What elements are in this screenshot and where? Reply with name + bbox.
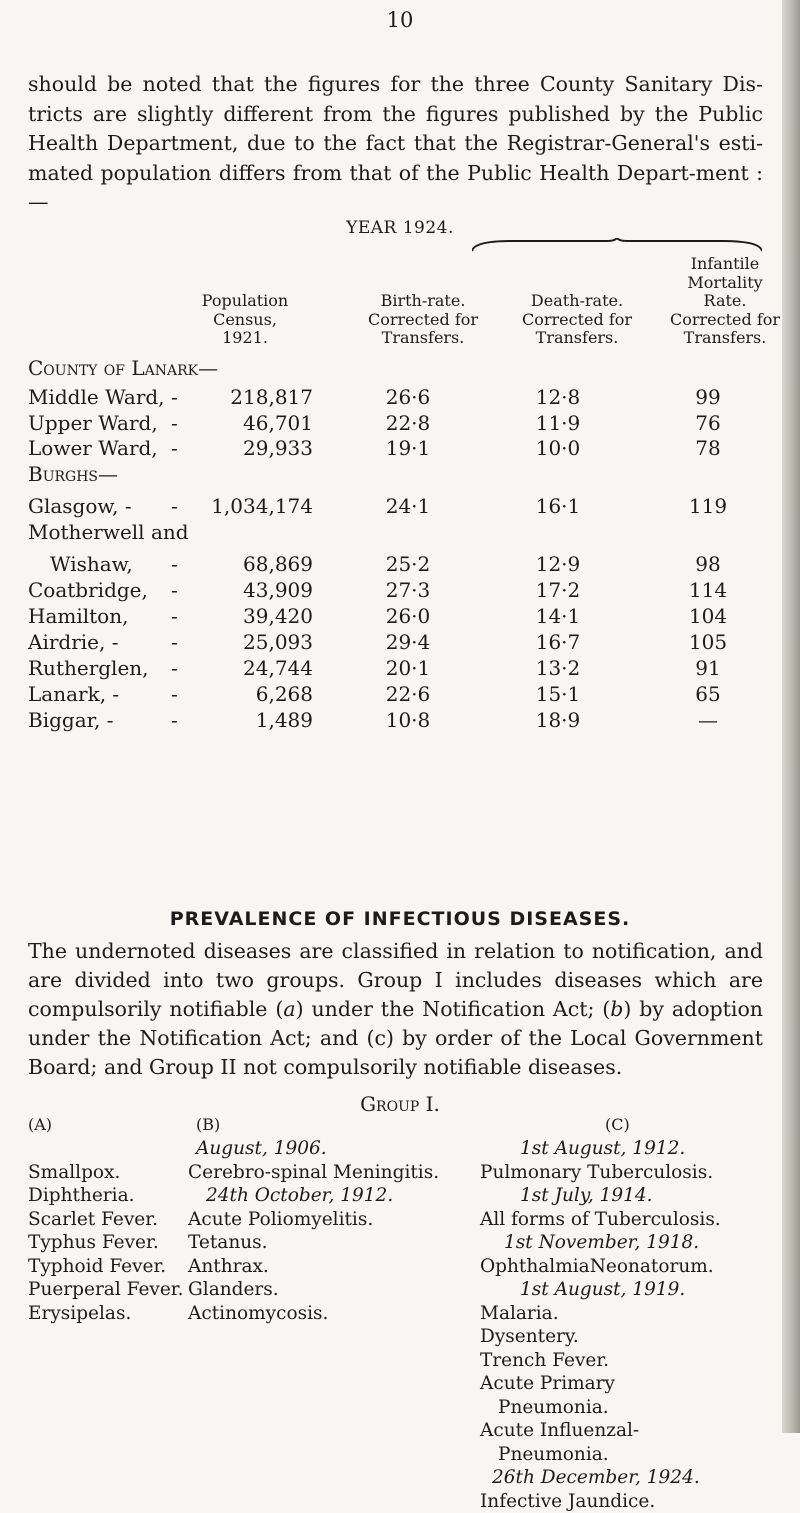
list-item: Puerperal Fever. (28, 1278, 188, 1302)
list-item: Infective Jaundice. (480, 1490, 770, 1513)
column-c-heading: (C) (480, 1113, 770, 1137)
header-death-rate: Death-rate. Corrected for Transfers. (512, 292, 642, 348)
classification-paragraph: The undernoted diseases are classified in relation to notification, and are divided into two groups. Group I includes diseases which are compulsorily notifiable (a) under the Notification Act; (b) by adoption under the Notification Act; and (c) by order of the Local Government Board; and Group II not compulsorily notifiable diseases. (28, 937, 763, 1082)
list-item: Actinomycosis. (188, 1302, 478, 1326)
year-brace (472, 238, 762, 252)
year-heading: YEAR 1924. (0, 218, 800, 238)
section-heading: PREVALENCE OF INFECTIOUS DISEASES. (0, 908, 800, 930)
list-item: Typhus Fever. (28, 1231, 188, 1255)
date-line: August, 1906. (188, 1137, 478, 1161)
group-column-a (28, 1113, 188, 1325)
date-line: 1st August, 1919. (480, 1278, 770, 1302)
list-item: Anthrax. (188, 1255, 478, 1279)
column-b-heading: (B) (188, 1113, 478, 1137)
table-row: Lower Ward, - 29,933 19·1 10·0 78 (28, 436, 768, 462)
table-row: Airdrie, - - 25,093 29·4 16·7 105 (28, 630, 768, 656)
table-row: Lanark, - - 6,268 22·6 15·1 65 (28, 682, 768, 708)
list-item: Scarlet Fever. (28, 1208, 188, 1232)
list-item: All forms of Tuberculosis. (480, 1208, 770, 1232)
list-item: Acute Primary (480, 1372, 770, 1396)
list-item: Typhoid Fever. (28, 1255, 188, 1279)
list-item: Erysipelas. (28, 1302, 188, 1326)
table-row: Hamilton, - 39,420 26·0 14·1 104 (28, 604, 768, 630)
date-line: 26th December, 1924. (480, 1466, 770, 1490)
table-row: Glasgow, - - 1,034,174 24·1 16·1 119 (28, 494, 768, 520)
page-number: 10 (0, 8, 800, 32)
list-item: Smallpox. (28, 1161, 188, 1185)
table-row: Wishaw, - 68,869 25·2 12·9 98 (28, 552, 768, 578)
burghs-label: Burghs— (28, 462, 118, 486)
list-item: Trench Fever. (480, 1349, 770, 1373)
table-row: Coatbridge, - 43,909 27·3 17·2 114 (28, 578, 768, 604)
list-item: Acute Poliomyelitis. (188, 1208, 478, 1232)
date-line: 1st August, 1912. (480, 1137, 770, 1161)
table-row: Biggar, - - 1,489 10·8 18·9 — (28, 708, 768, 734)
group-column-c (480, 1113, 770, 1513)
header-population: Population Census, 1921. (185, 292, 305, 348)
date-line: 1st November, 1918. (480, 1231, 770, 1255)
list-item: Pulmonary Tuberculosis. (480, 1161, 770, 1185)
table-row: Upper Ward, - 46,701 22·8 11·9 76 (28, 411, 768, 437)
header-infantile-mortality: Infantile Mortality Rate. Corrected for Transfers. (660, 255, 790, 348)
county-label: County of Lanark— (28, 356, 218, 380)
list-item-continued: Pneumonia. (480, 1443, 770, 1467)
intro-paragraph: should be noted that the figures for the three County Sanitary Dis-tricts are slightly different from the figures published by the Public Health Department, due to the fact that the Registrar-General's esti-mated population differs from that of the Public Health Depart-ment :— (28, 70, 763, 218)
list-item-continued: Pneumonia. (480, 1396, 770, 1420)
list-item: Acute Influenzal- (480, 1419, 770, 1443)
date-line: 24th October, 1912. (188, 1184, 478, 1208)
group-heading: Group I. (0, 1092, 800, 1116)
table-row-label-line: Motherwell and (28, 520, 768, 546)
group-column-b (188, 1113, 478, 1325)
table-row: Middle Ward, - 218,817 26·6 12·8 99 (28, 385, 768, 411)
page-edge (782, 0, 800, 1433)
list-item: Diphtheria. (28, 1184, 188, 1208)
list-item: OphthalmiaNeonatorum. (480, 1255, 770, 1279)
list-item: Glanders. (188, 1278, 478, 1302)
table-row: Rutherglen, - 24,744 20·1 13·2 91 (28, 656, 768, 682)
list-item: Dysentery. (480, 1325, 770, 1349)
column-a-heading: (A) (28, 1113, 48, 1137)
list-item: Tetanus. (188, 1231, 478, 1255)
list-item: Malaria. (480, 1302, 770, 1326)
date-line: 1st July, 1914. (480, 1184, 770, 1208)
list-item: Cerebro-spinal Meningitis. (188, 1161, 478, 1185)
header-birth-rate: Birth-rate. Corrected for Transfers. (358, 292, 488, 348)
